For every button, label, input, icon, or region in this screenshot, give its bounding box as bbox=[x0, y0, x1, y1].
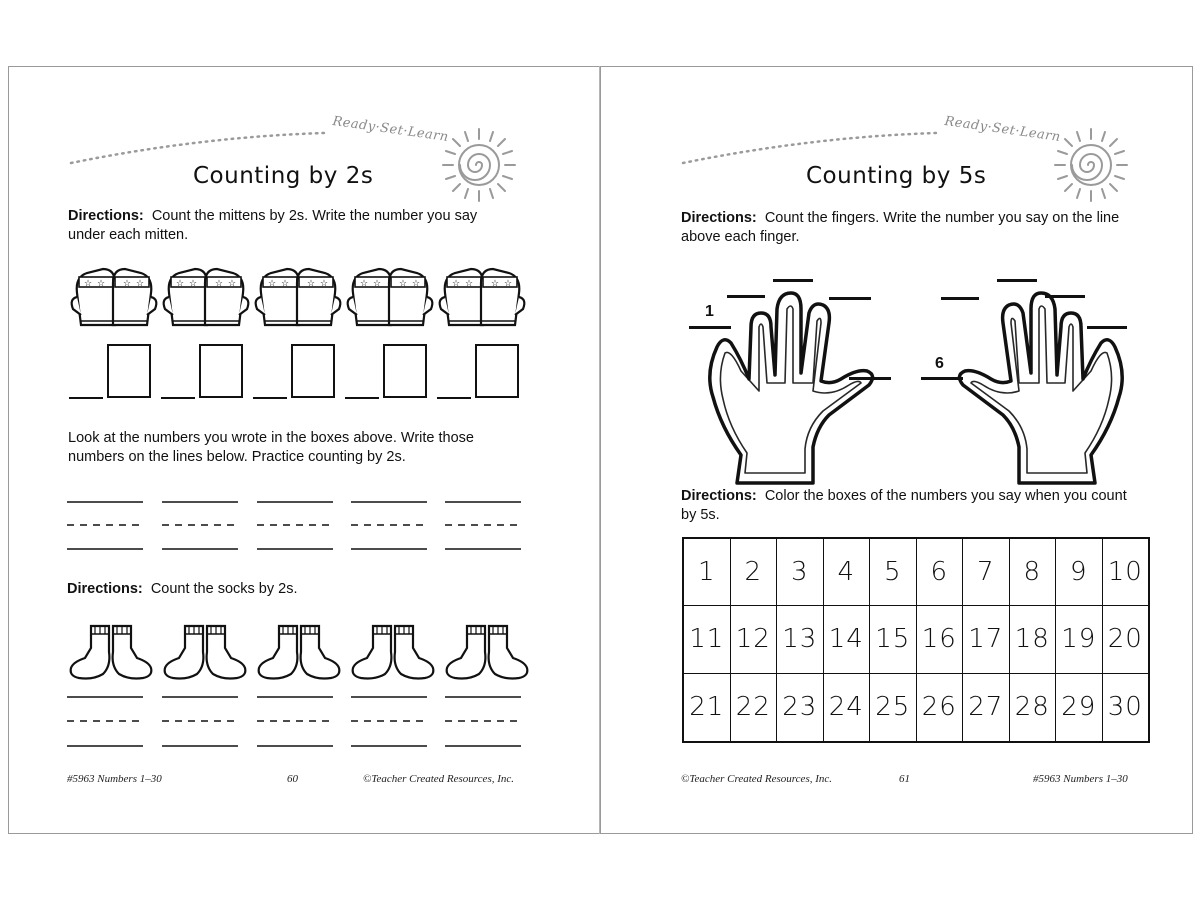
grid-cell[interactable]: 13 bbox=[777, 606, 824, 673]
dotted-arc-decoration bbox=[69, 127, 329, 167]
brand-logo-text: Ready·Set·Learn bbox=[943, 113, 1062, 146]
grid-cell[interactable]: 4 bbox=[824, 539, 871, 606]
directions-label: Directions: bbox=[681, 488, 757, 504]
grid-cell[interactable]: 25 bbox=[870, 674, 917, 741]
finger-answer-label: 6 bbox=[935, 355, 944, 372]
grid-cell[interactable]: 12 bbox=[731, 606, 778, 673]
directions-text: Count the socks by 2s. bbox=[150, 581, 298, 597]
sun-icon bbox=[437, 123, 521, 207]
mittens-row bbox=[69, 263, 531, 333]
directions-text: Count the mittens by 2s. Write the number you say under each mitten. bbox=[68, 208, 478, 243]
grid-row bbox=[684, 606, 1148, 673]
sun-icon bbox=[1049, 123, 1133, 207]
brand-logo-text: Ready·Set·Learn bbox=[331, 113, 450, 146]
answer-blank[interactable] bbox=[253, 397, 287, 399]
footer-right: #5963 Numbers 1–30 bbox=[1033, 773, 1128, 785]
answer-blank[interactable] bbox=[437, 397, 471, 399]
grid-cell[interactable]: 26 bbox=[917, 674, 964, 741]
footer-page-number: 60 bbox=[287, 773, 298, 785]
directions-label: Directions: bbox=[67, 581, 143, 597]
grid-cell[interactable]: 27 bbox=[963, 674, 1010, 741]
finger-answer-line[interactable] bbox=[773, 279, 813, 282]
sock-icon bbox=[447, 626, 528, 679]
sock-icon bbox=[259, 626, 340, 679]
mitten-icon bbox=[164, 269, 249, 325]
grid-cell[interactable]: 21 bbox=[684, 674, 731, 741]
answer-blank[interactable] bbox=[345, 397, 379, 399]
footer-page-number: 61 bbox=[899, 773, 910, 785]
grid-cell[interactable]: 19 bbox=[1056, 606, 1103, 673]
grid-cell[interactable]: 11 bbox=[684, 606, 731, 673]
footer-right: ©Teacher Created Resources, Inc. bbox=[363, 773, 515, 785]
grid-cell[interactable]: 10 bbox=[1103, 539, 1149, 606]
answer-box[interactable] bbox=[475, 344, 519, 398]
grid-cell[interactable]: 24 bbox=[824, 674, 871, 741]
answer-box[interactable] bbox=[291, 344, 335, 398]
answer-box[interactable] bbox=[383, 344, 427, 398]
footer-left: #5963 Numbers 1–30 bbox=[67, 773, 162, 785]
left-page bbox=[8, 66, 600, 834]
grid-cell[interactable]: 3 bbox=[777, 539, 824, 606]
answer-blank[interactable] bbox=[69, 397, 103, 399]
grid-cell[interactable]: 22 bbox=[731, 674, 778, 741]
grid-cell[interactable]: 28 bbox=[1010, 674, 1057, 741]
writing-lines-socks[interactable] bbox=[67, 689, 527, 753]
grid-cell[interactable]: 7 bbox=[963, 539, 1010, 606]
writing-lines-mittens[interactable] bbox=[67, 492, 527, 556]
directions-label: Directions: bbox=[681, 210, 757, 226]
grid-cell[interactable]: 23 bbox=[777, 674, 824, 741]
finger-answer-line[interactable] bbox=[1087, 326, 1127, 329]
grid-cell[interactable]: 14 bbox=[824, 606, 871, 673]
number-grid bbox=[682, 537, 1150, 743]
socks-directions bbox=[67, 580, 507, 599]
finger-answer-label: 1 bbox=[705, 303, 714, 320]
lines-instructions: Look at the numbers you wrote in the boxes above. Write those numbers on the lines below. Practice counting by 2s. bbox=[68, 430, 474, 465]
grid-cell[interactable]: 30 bbox=[1107, 692, 1143, 723]
directions-text: Color the boxes of the numbers you say when you count by 5s. bbox=[681, 488, 1127, 523]
fingers-directions bbox=[681, 209, 1131, 247]
sock-icon bbox=[353, 626, 434, 679]
grid-cell[interactable]: 6 bbox=[917, 539, 964, 606]
answer-box[interactable] bbox=[199, 344, 243, 398]
grid-row bbox=[684, 539, 1148, 606]
finger-answer-line[interactable] bbox=[849, 377, 891, 380]
sock-icon bbox=[71, 626, 152, 679]
finger-answer-line[interactable] bbox=[689, 326, 731, 329]
grid-cell[interactable]: 2 bbox=[731, 539, 778, 606]
page-title: Counting by 5s bbox=[806, 163, 987, 189]
directions-label: Directions: bbox=[68, 208, 144, 224]
answer-blank[interactable] bbox=[161, 397, 195, 399]
hand-icon bbox=[931, 287, 1131, 487]
grid-cell[interactable]: 20 bbox=[1103, 606, 1149, 673]
grid-cell[interactable]: 5 bbox=[870, 539, 917, 606]
directions-text: Count the fingers. Write the number you say on the line above each finger. bbox=[681, 210, 1120, 245]
finger-answer-line[interactable] bbox=[1045, 295, 1085, 298]
finger-answer-line[interactable] bbox=[997, 279, 1037, 282]
grid-row bbox=[684, 674, 1148, 741]
finger-answer-line[interactable] bbox=[829, 297, 871, 300]
finger-answer-line[interactable] bbox=[941, 297, 979, 300]
finger-answer-line[interactable] bbox=[921, 377, 963, 380]
mitten-icon bbox=[256, 269, 341, 325]
footer-left: ©Teacher Created Resources, Inc. bbox=[681, 773, 833, 785]
dotted-arc-decoration bbox=[681, 127, 941, 167]
grid-cell[interactable]: 8 bbox=[1010, 539, 1057, 606]
sock-icon bbox=[165, 626, 246, 679]
grid-cell[interactable]: 18 bbox=[1010, 606, 1057, 673]
grid-cell[interactable]: 15 bbox=[870, 606, 917, 673]
grid-cell[interactable]: 29 bbox=[1056, 674, 1103, 741]
socks-row bbox=[69, 622, 531, 682]
grid-cell[interactable]: 9 bbox=[1056, 539, 1103, 606]
page-title: Counting by 2s bbox=[193, 163, 374, 189]
mitten-icon bbox=[72, 269, 157, 325]
mittens-directions bbox=[68, 207, 508, 245]
grid-cell[interactable]: 1 bbox=[684, 539, 731, 606]
mitten-icon bbox=[348, 269, 433, 325]
grid-cell[interactable]: 17 bbox=[963, 606, 1010, 673]
finger-answer-line[interactable] bbox=[727, 295, 765, 298]
mitten-icon bbox=[440, 269, 525, 325]
boxes-directions bbox=[681, 487, 1141, 525]
hand-icon bbox=[701, 287, 901, 487]
grid-cell[interactable]: 16 bbox=[917, 606, 964, 673]
answer-box[interactable] bbox=[107, 344, 151, 398]
right-page bbox=[600, 66, 1193, 834]
